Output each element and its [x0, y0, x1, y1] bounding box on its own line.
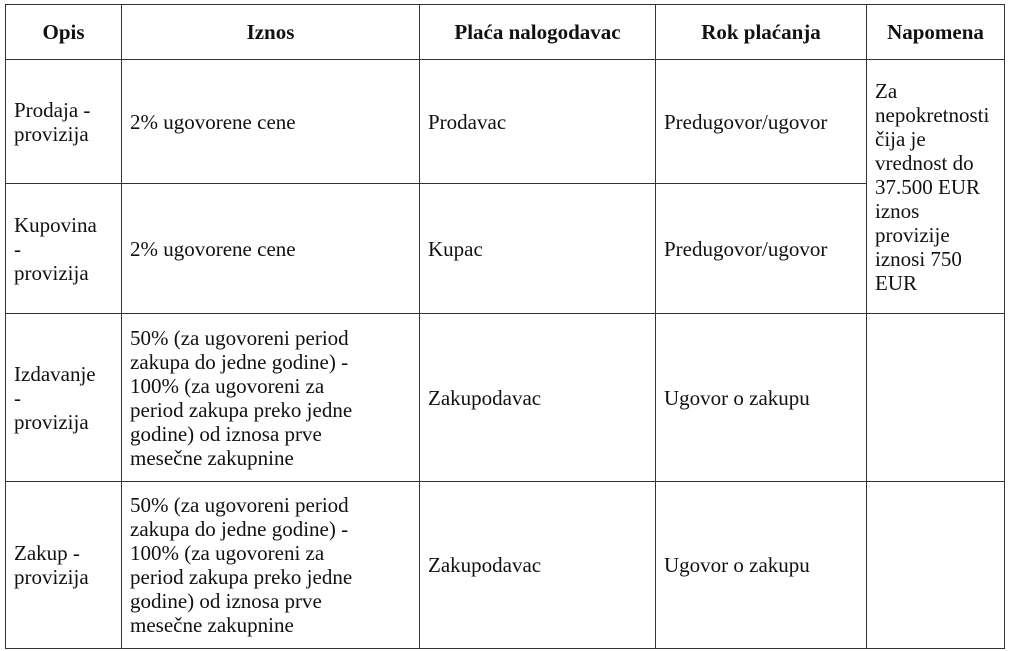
table-row	[6, 314, 1005, 482]
header-row	[6, 5, 1005, 60]
header-rok-placanja: Rok plaćanja	[656, 5, 867, 60]
table-row	[6, 184, 1005, 314]
cell-iznos: 50% (za ugovoreni period zakupa do jedne godine) - 100% (za ugovoreni za period zakupa preko jedne godine) od iznosa prve mesečne zakupnine	[122, 314, 420, 482]
cell-placa: Prodavac	[420, 60, 656, 184]
cell-rok: Predugovor/ugovor	[656, 60, 867, 184]
cell-napomena-merged: Za nepokretnosti čija je vrednost do 37.500 EUR iznos provizije iznosi 750 EUR	[867, 60, 1005, 314]
cell-placa: Zakupodavac	[420, 482, 656, 649]
cell-rok: Predugovor/ugovor	[656, 184, 867, 314]
cell-napomena	[867, 314, 1005, 482]
cell-placa: Kupac	[420, 184, 656, 314]
cell-opis: Kupovina - provizija	[6, 184, 122, 314]
cell-opis: Izdavanje - provizija	[6, 314, 122, 482]
cell-rok: Ugovor o zakupu	[656, 314, 867, 482]
header-opis: Opis	[6, 5, 122, 60]
table-row	[6, 482, 1005, 649]
cell-opis: Prodaja - provizija	[6, 60, 122, 184]
header-placa-nalogodavac: Plaća nalogodavac	[420, 5, 656, 60]
table-row	[6, 60, 1005, 184]
cell-napomena	[867, 482, 1005, 649]
commission-table	[5, 4, 1005, 649]
cell-iznos: 2% ugovorene cene	[122, 184, 420, 314]
cell-rok: Ugovor o zakupu	[656, 482, 867, 649]
cell-iznos: 50% (za ugovoreni period zakupa do jedne godine) - 100% (za ugovoreni za period zakupa preko jedne godine) od iznosa prve mesečne zakupnine	[122, 482, 420, 649]
cell-placa: Zakupodavac	[420, 314, 656, 482]
cell-opis: Zakup - provizija	[6, 482, 122, 649]
header-napomena: Napomena	[867, 5, 1005, 60]
cell-iznos: 2% ugovorene cene	[122, 60, 420, 184]
header-iznos: Iznos	[122, 5, 420, 60]
